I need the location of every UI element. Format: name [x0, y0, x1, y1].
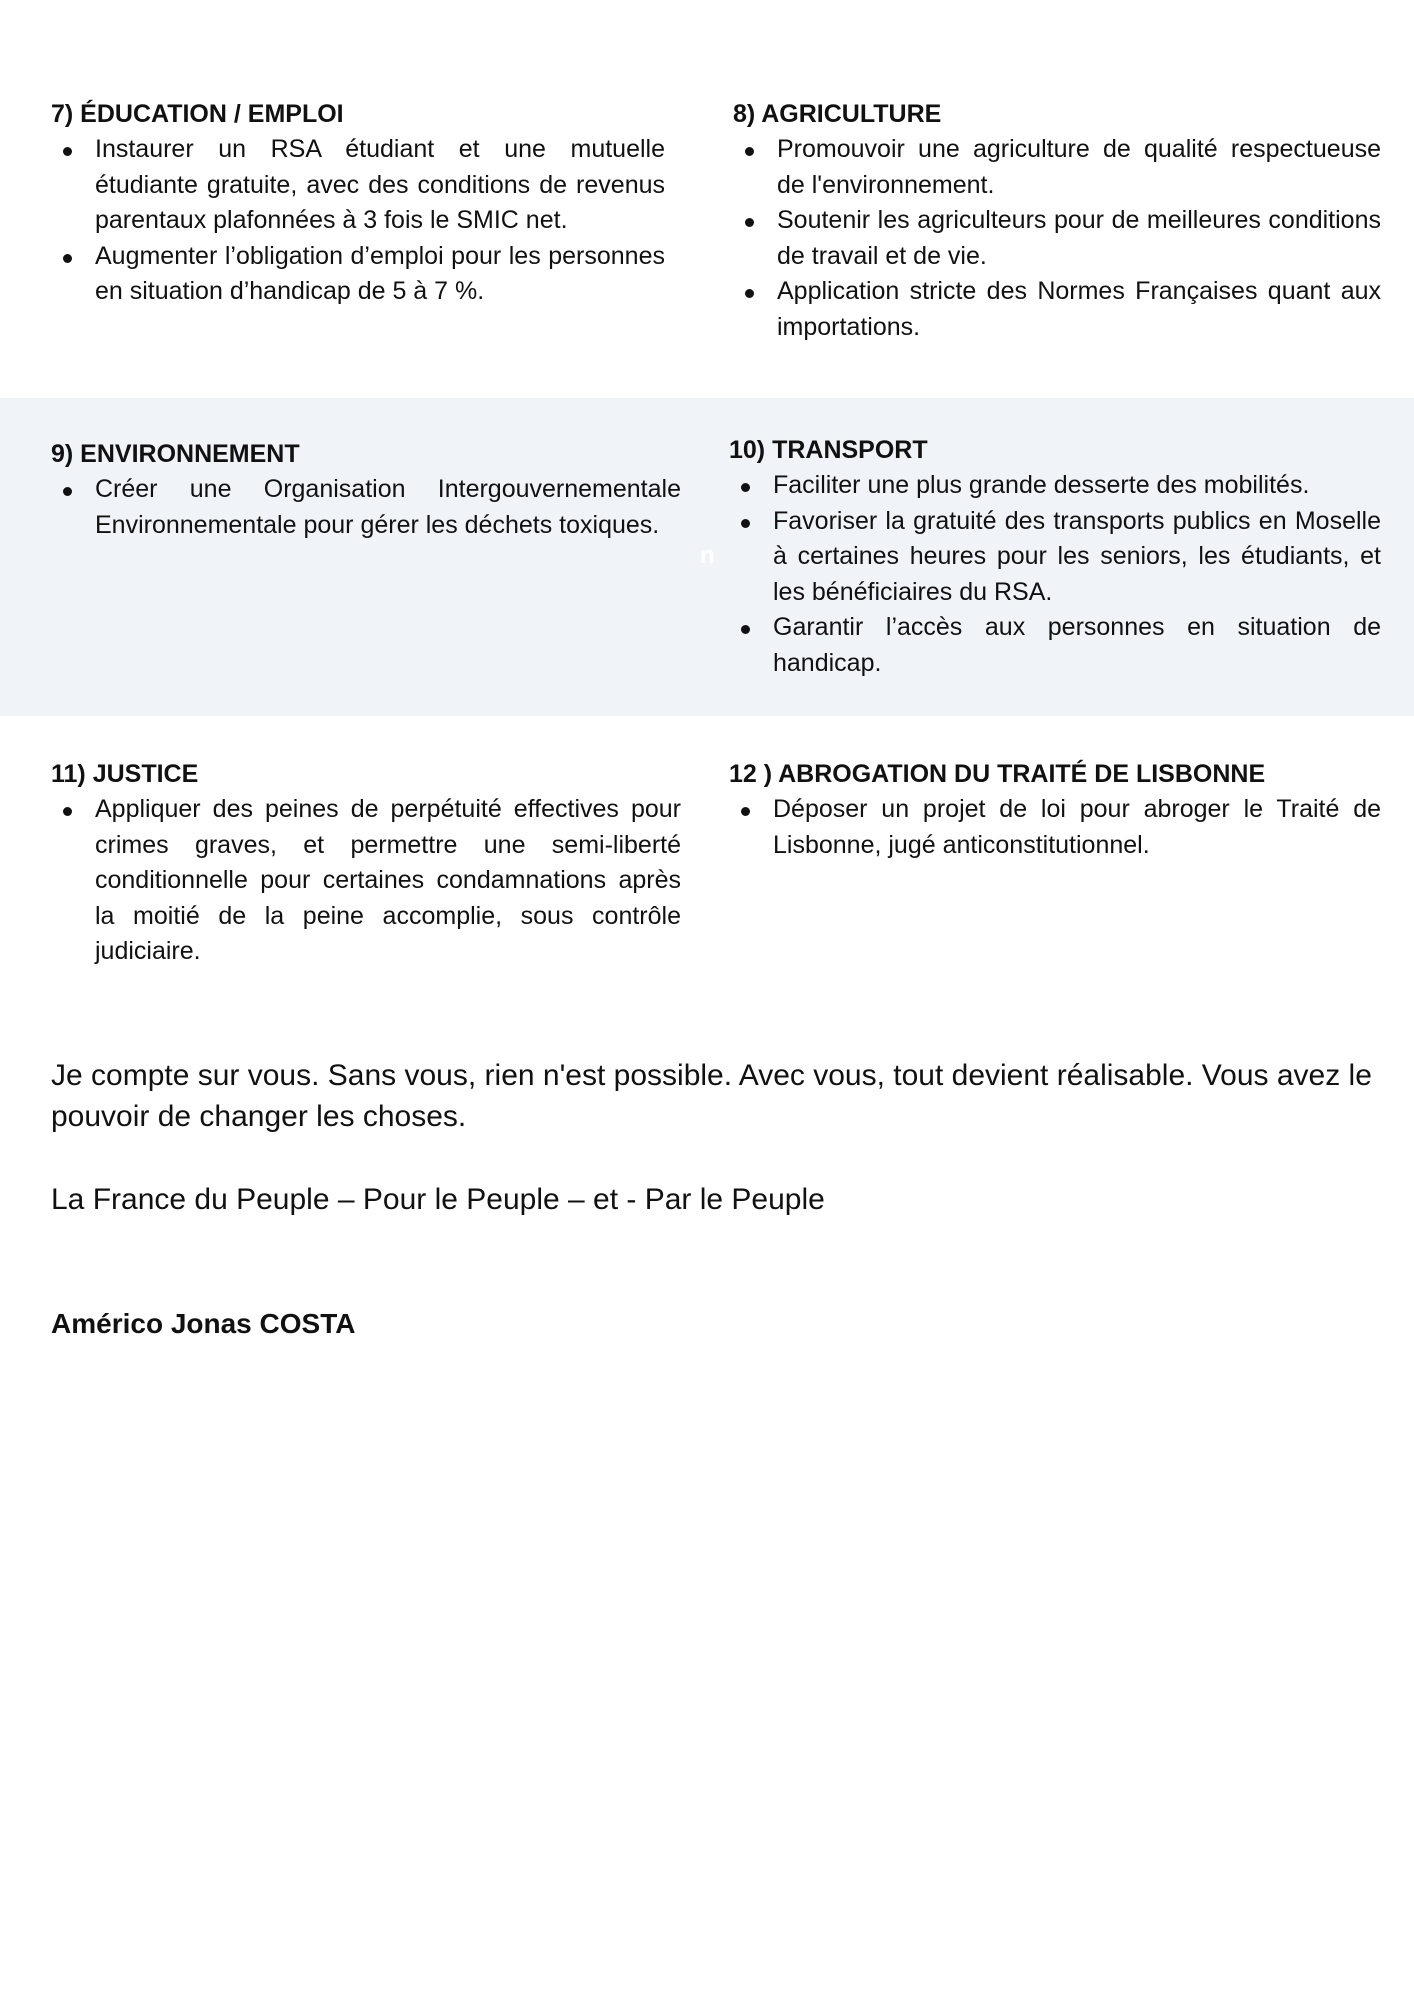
list-item [51, 239, 665, 310]
bullet-list [733, 132, 1381, 345]
bullet-icon [63, 254, 72, 263]
list-item [733, 274, 1381, 345]
section-title: 9) ENVIRONNEMENT [51, 440, 300, 468]
section-abrogation-lisbonne [729, 756, 1381, 863]
bullet-list [51, 792, 681, 970]
signature: Américo Jonas COSTA [51, 1308, 356, 1339]
bullet-list [51, 472, 681, 543]
list-item-text: Garantir l’accès aux personnes en situation de handicap. [773, 613, 1381, 677]
list-item-text: Promouvoir une agriculture de qualité respectueuse de l'environnement. [777, 135, 1381, 199]
list-item [733, 132, 1381, 203]
bullet-icon [63, 807, 72, 816]
list-item-text: Application stricte des Normes Françaises quant aux importations. [777, 277, 1381, 341]
section-environnement [51, 436, 681, 543]
bullet-list [51, 132, 665, 310]
section-transport [729, 432, 1381, 681]
bullet-icon [745, 289, 754, 298]
section-education-emploi [51, 96, 665, 310]
bullet-icon [63, 487, 72, 496]
list-item [51, 472, 681, 543]
closing-appeal: Je compte sur vous. Sans vous, rien n'est possible. Avec vous, tout devient réalisable. Vous avez le pouvoir de changer les choses. [51, 1059, 1372, 1133]
bullet-list [729, 468, 1381, 681]
list-item-text: Instaurer un RSA étudiant et une mutuelle étudiante gratuite, avec des conditions de revenus parentaux plafonnées à 3 fois le SMIC net. [95, 135, 665, 234]
bullet-icon [741, 519, 750, 528]
bullet-list [729, 792, 1381, 863]
closing-motto: La France du Peuple – Pour le Peuple – et - Par le Peuple [51, 1183, 825, 1216]
list-item [51, 132, 665, 239]
bullet-icon [63, 147, 72, 156]
list-item-text: Créer une Organisation Intergouvernementale Environnementale pour gérer les déchets toxiques. [95, 475, 681, 539]
list-item [729, 792, 1381, 863]
section-title: 11) JUSTICE [51, 760, 199, 788]
list-item [729, 468, 1381, 504]
list-item-text: Appliquer des peines de perpétuité effectives pour crimes graves, et permettre une semi-liberté conditionnelle pour certaines condamnations après la moitié de la peine accomplie, sous contrôle judiciaire. [95, 795, 681, 965]
section-title: 7) ÉDUCATION / EMPLOI [51, 100, 344, 128]
bullet-icon [741, 483, 750, 492]
section-justice [51, 756, 681, 970]
list-item-text: Augmenter l’obligation d’emploi pour les personnes en situation d’handicap de 5 à 7 %. [95, 241, 665, 305]
list-item [729, 610, 1381, 681]
stray-character: n [700, 542, 715, 569]
bullet-icon [741, 807, 750, 816]
bullet-icon [745, 218, 754, 227]
section-agriculture [733, 96, 1381, 345]
list-item-text: Favoriser la gratuité des transports publics en Moselle à certaines heures pour les seniors, les étudiants, et les bénéficiaires du RSA. [773, 506, 1381, 606]
list-item [733, 203, 1381, 274]
list-item-text: Soutenir les agriculteurs pour de meilleures conditions de travail et de vie. [777, 206, 1381, 270]
list-item-text: Déposer un projet de loi pour abroger le Traité de Lisbonne, jugé anticonstitutionnel. [773, 795, 1381, 859]
section-title: 10) TRANSPORT [729, 436, 928, 464]
section-title: 12 ) ABROGATION DU TRAITÉ DE LISBONNE [729, 760, 1266, 788]
list-item [51, 792, 681, 970]
bullet-icon [741, 625, 750, 634]
list-item [729, 504, 1381, 611]
bullet-icon [745, 147, 754, 156]
section-title: 8) AGRICULTURE [733, 100, 942, 128]
list-item-text: Faciliter une plus grande desserte des mobilités. [773, 471, 1310, 499]
